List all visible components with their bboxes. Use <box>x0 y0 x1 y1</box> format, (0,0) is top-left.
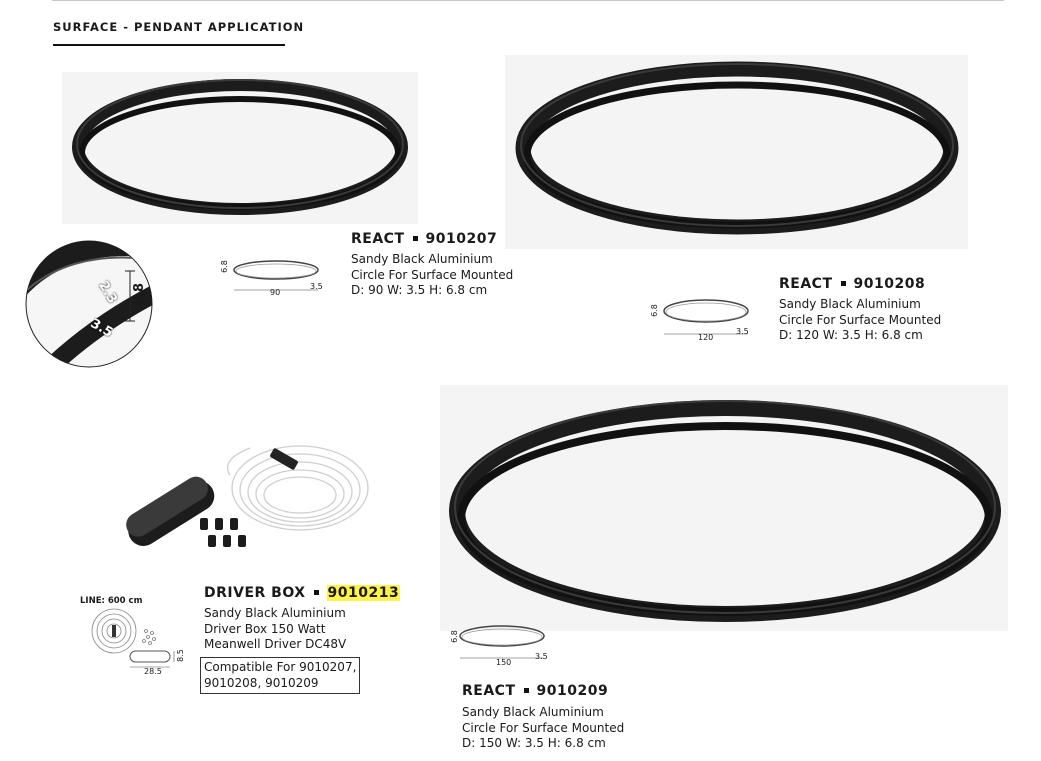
desc-line: D: 120 W: 3.5 H: 6.8 cm <box>779 328 923 342</box>
dim-d: 120 <box>698 333 714 342</box>
desc-line: Meanwell Driver DC48V <box>204 637 347 651</box>
line-length-label: LINE: 600 cm <box>80 596 143 606</box>
product-photo-9010209 <box>440 385 1008 631</box>
dim-d: 90 <box>270 288 281 297</box>
dim-w: 3.5 <box>310 282 323 291</box>
separator-dot <box>413 236 418 241</box>
product-code: 9010207 <box>425 231 498 247</box>
detail-inner-label: 2.3 <box>95 278 120 307</box>
desc-line: Sandy Black Aluminium <box>351 252 493 266</box>
detail-width-label: 3.5 <box>87 316 116 341</box>
dim-h: 6.8 <box>649 304 659 317</box>
separator-dot <box>524 688 529 693</box>
compat-line: 9010208, 9010209 <box>204 675 319 690</box>
dimension-drawing-9010207 <box>218 252 328 300</box>
dim-h: 6.8 <box>449 630 459 643</box>
product-name: REACT <box>462 683 516 699</box>
product-name: REACT <box>779 276 833 292</box>
product-desc-9010207 <box>351 252 513 299</box>
driver-desc <box>204 606 346 653</box>
product-code: 9010208 <box>853 276 926 292</box>
product-desc-9010208 <box>779 297 941 344</box>
dimension-drawing-9010208 <box>648 296 758 344</box>
section-underline <box>53 44 285 46</box>
top-rule <box>52 0 1004 1</box>
desc-line: D: 150 W: 3.5 H: 6.8 cm <box>462 736 606 750</box>
compatibility-box <box>200 657 360 694</box>
separator-dot <box>314 590 319 595</box>
desc-line: Sandy Black Aluminium <box>204 606 346 620</box>
driver-dimension-drawing <box>86 605 194 680</box>
detail-callout <box>24 239 154 369</box>
dim-h: 6.8 <box>219 260 229 273</box>
desc-line: Circle For Surface Mounted <box>351 267 514 282</box>
driver-code: 9010213 <box>327 585 400 601</box>
product-desc-9010209 <box>462 705 624 752</box>
desc-line: D: 90 W: 3.5 H: 6.8 cm <box>351 283 488 297</box>
product-photo-9010208 <box>505 55 968 249</box>
product-name: REACT <box>351 231 405 247</box>
product-photo-9010207 <box>62 72 418 224</box>
desc-line: Circle For Surface Mounted <box>462 720 625 735</box>
desc-line: Circle For Surface Mounted <box>779 312 942 327</box>
product-code: 9010209 <box>536 683 609 699</box>
dim-w: 3.5 <box>736 327 749 336</box>
separator-dot <box>841 281 846 286</box>
product-title-9010208 <box>779 276 925 292</box>
detail-height-label: 6.8 <box>132 282 148 307</box>
driver-dim-w: 28.5 <box>144 667 162 676</box>
dim-w: 3.5 <box>535 652 548 661</box>
desc-line: Sandy Black Aluminium <box>462 705 604 719</box>
compat-line: Compatible For 9010207, <box>204 660 357 674</box>
driver-box-photo <box>120 440 372 565</box>
product-title-9010209 <box>462 683 608 699</box>
dim-d: 150 <box>496 658 512 667</box>
product-title-9010207 <box>351 231 497 247</box>
desc-line: Sandy Black Aluminium <box>779 297 921 311</box>
desc-line: Driver Box 150 Watt <box>204 621 326 636</box>
section-title: SURFACE - PENDANT APPLICATION <box>53 20 305 34</box>
dimension-drawing-9010209 <box>448 622 558 672</box>
driver-dim-h: 8.5 <box>175 649 185 662</box>
driver-name: DRIVER BOX <box>204 585 306 601</box>
driver-title <box>204 585 400 601</box>
